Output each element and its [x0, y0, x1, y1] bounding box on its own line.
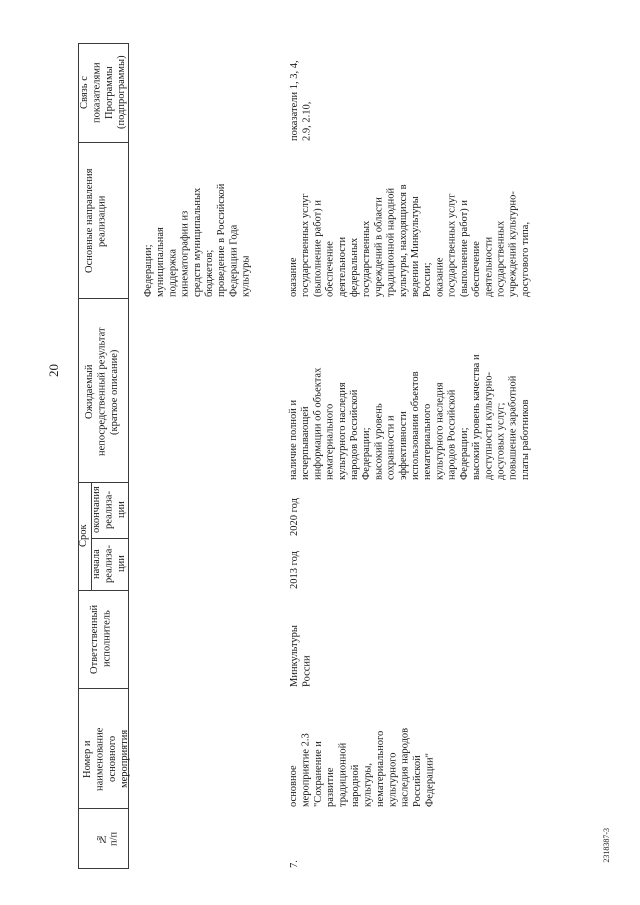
row-end-cell: 2020 год	[289, 498, 300, 536]
header-term: Срок	[78, 524, 89, 548]
col-sep-term	[78, 590, 128, 591]
col-sep-executor	[78, 688, 128, 689]
header-link: Связь с показателями Программы (подпрограммы)	[79, 55, 128, 130]
header-name: Номер и наименование основного мероприятия	[82, 727, 131, 791]
header-num: № п/п	[96, 831, 120, 847]
document-code: 2318387-3	[602, 828, 611, 863]
table-rule-left	[78, 43, 128, 44]
row-result-cell: наличие полной и исчерпывающей информации об объектах нематериального культурного наследия народов Российской Федерации; высокий уровень сохранности и эффективности использования объектов нематериального культурного наследия народов Российской Федерации; высокий уровень качества и доступности культурно- досуговых услуг; повышение заработной платы работников	[288, 354, 531, 480]
continued-directions-cell: Федерации; муниципальная поддержка кинематографии из средств муниципальных бюджетов; проведение в Российской Федерации Года культуры	[143, 183, 252, 297]
col-sep-name	[78, 808, 128, 809]
row-num-cell: 7.	[289, 860, 300, 868]
header-executor: Ответственный исполнитель	[89, 604, 113, 674]
row-link-cell: показатели 1, 3, 4, 2.9, 2.10,	[289, 60, 313, 141]
table-rule-top	[78, 43, 79, 869]
header-directions: Основные направления реализации	[84, 168, 108, 274]
row-start-cell: 2013 год	[289, 551, 300, 589]
row-executor-cell: Минкультуры России	[289, 625, 313, 687]
header-end: окончания реализа- ции	[91, 486, 127, 534]
row-directions-cell: оказание государственных услуг (выполнение работ) и обеспечение деятельности федеральных государственных учреждений в области традиционной народной культуры, находящихся в ведении Минкультуры России; оказание государственных услуг (выполнение работ) и обеспечение деятельности государственных учреждений культурно- досугового типа,	[288, 184, 531, 297]
header-start: начала реализа- ции	[91, 545, 127, 583]
header-result: Ожидаемый непосредственный результат (краткое описание)	[84, 327, 120, 457]
page-number: 20	[46, 364, 61, 377]
row-name-cell: основное мероприятие 2.3 "Сохранение и развитие традиционной народной культуры, нематериального культурного наследия народов Российской Федерации"	[288, 727, 436, 807]
col-sep-link	[78, 142, 128, 143]
col-sep-directions	[78, 298, 128, 299]
table-rule-right	[78, 868, 128, 869]
